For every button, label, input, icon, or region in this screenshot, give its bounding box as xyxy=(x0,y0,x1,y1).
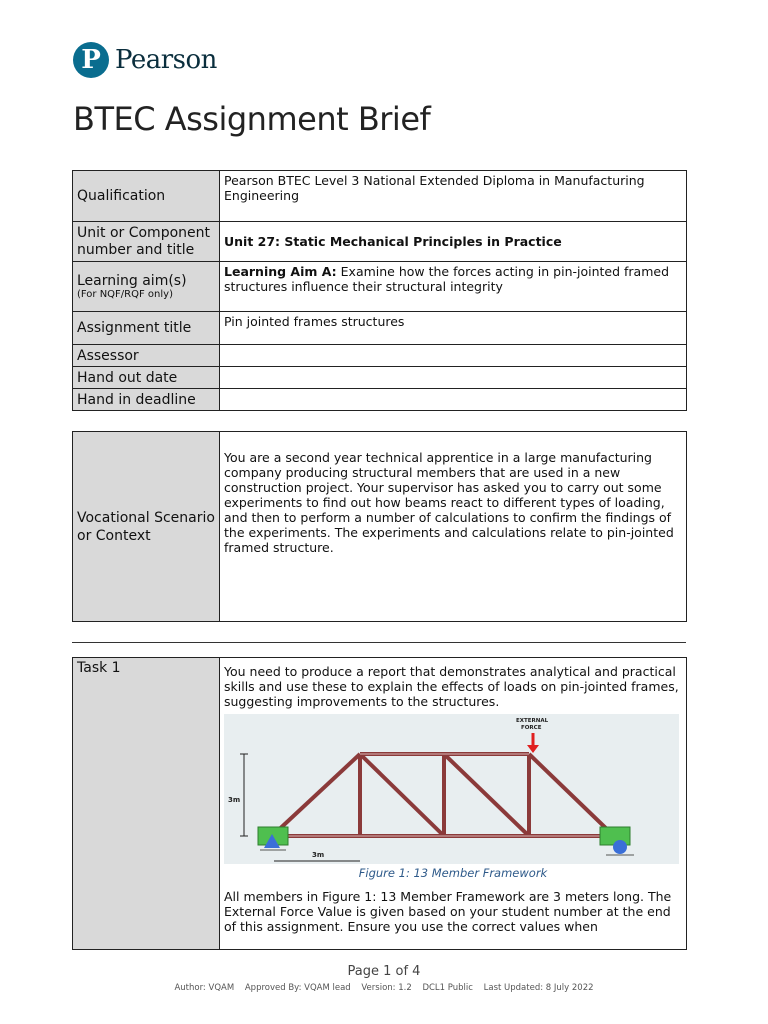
task1-content xyxy=(220,658,687,950)
qualification-label: Qualification xyxy=(73,171,220,222)
scenario-table xyxy=(72,431,687,622)
qualification-value: Pearson BTEC Level 3 National Extended Diploma in Manufacturing Engineering xyxy=(220,171,687,222)
scenario-label: Vocational Scenario or Context xyxy=(73,432,220,622)
document-title: BTEC Assignment Brief xyxy=(73,100,431,138)
learning-aim-note: (For NQF/RQF only) xyxy=(77,289,173,300)
external-force-label-line1: EXTERNAL xyxy=(516,718,549,724)
assessor-value[interactable] xyxy=(220,345,687,367)
assessor-label: Assessor xyxy=(73,345,220,367)
scenario-text: You are a second year technical apprentice in a large manufacturing company producing structural members that are used in a new construction project. Your supervisor has asked you to carry out some experiments to find out how beams react to different types of loading, and then to perform a number of calculations to confirm the findings of the experiments. The experiments and calculations relate to pin-jointed framed structure. xyxy=(220,432,687,622)
figure-caption: Figure 1: 13 Member Framework xyxy=(358,866,548,880)
learning-aim-heading: Learning Aim A: xyxy=(224,264,337,279)
truss-figure xyxy=(224,714,679,864)
span-label: 3m xyxy=(312,851,325,859)
section-divider xyxy=(72,642,686,643)
page-number: Page 1 of 4 xyxy=(347,964,421,979)
right-roller-support-icon xyxy=(613,840,627,854)
height-label: 3m xyxy=(228,796,241,804)
footer-version: Version: 1.2 xyxy=(361,983,412,993)
footer-updated: Last Updated: 8 July 2022 xyxy=(483,983,594,993)
task1-label: Task 1 xyxy=(73,658,220,950)
assignment-details-table xyxy=(72,170,687,411)
learning-aim-text: Examine how the forces acting in pin-jointed framed structures influence their structural integrity xyxy=(224,264,670,294)
assignment-title-label: Assignment title xyxy=(73,312,220,345)
hand-in-deadline-label: Hand in deadline xyxy=(73,389,220,411)
task1-table xyxy=(72,657,687,950)
footer-author: Author: VQAM xyxy=(174,983,235,993)
learning-aim-label: Learning aim(s) xyxy=(77,273,187,289)
footer-meta xyxy=(0,983,768,993)
assignment-title-value: Pin jointed frames structures xyxy=(220,312,687,345)
brand-name: Pearson xyxy=(115,45,217,75)
unit-value xyxy=(220,222,687,262)
hand-out-date-value[interactable] xyxy=(220,367,687,389)
hand-out-date-label: Hand out date xyxy=(73,367,220,389)
pearson-logo xyxy=(73,42,217,78)
learning-aim-value xyxy=(220,262,687,312)
hand-in-deadline-value[interactable] xyxy=(220,389,687,411)
footer-approved: Approved By: VQAM lead xyxy=(244,983,351,993)
task1-intro: You need to produce a report that demonstrates analytical and practical skills and use these to explain the effects of loads on pin-jointed frames, suggesting improvements to the structures. xyxy=(224,664,679,709)
footer-classification: DCL1 Public xyxy=(422,983,473,993)
pearson-logo-icon: P xyxy=(73,42,109,78)
external-force-label-line2: FORCE xyxy=(521,725,542,731)
task1-body: All members in Figure 1: 13 Member Framework are 3 meters long. The External Force Value is given based on your student number at the end of this assignment. Ensure you use the correct values when xyxy=(224,889,672,934)
unit-label: Unit or Component number and title xyxy=(73,222,220,262)
unit-value-text: Unit 27: Static Mechanical Principles in Practice xyxy=(224,234,562,249)
learning-aim-label-cell xyxy=(73,262,220,312)
